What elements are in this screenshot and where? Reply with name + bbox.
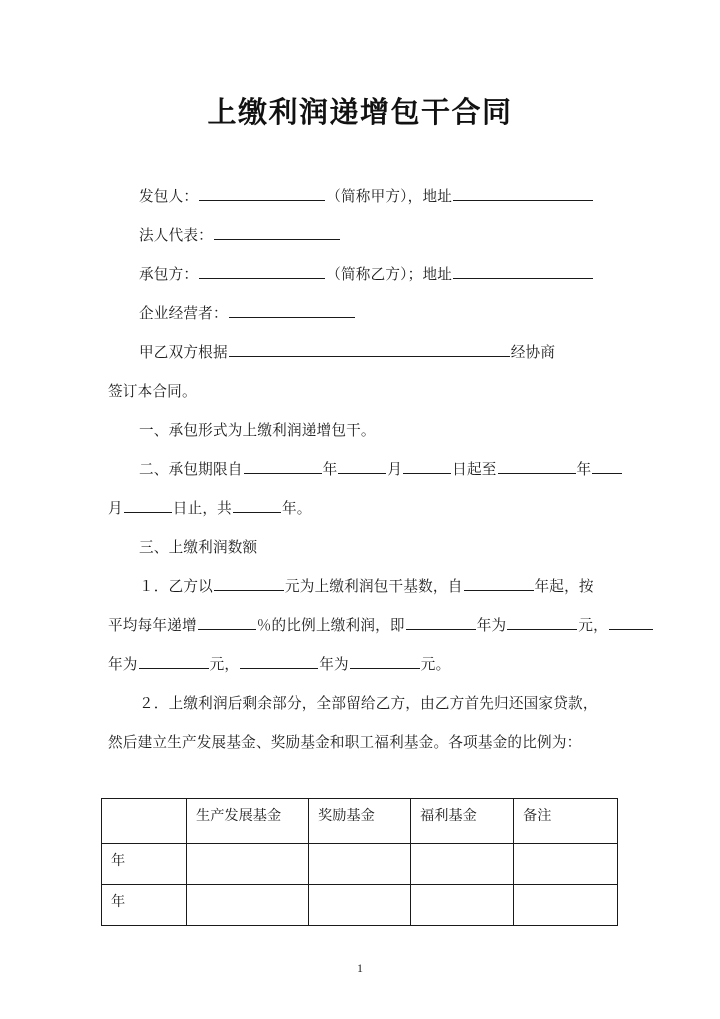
- blank-year-1[interactable]: [406, 616, 476, 630]
- unit-month-end: 月: [108, 501, 123, 517]
- item1-unit-1: 元，: [578, 618, 608, 634]
- party-line-enterprise-operator: [108, 295, 612, 334]
- blank-issuer-address[interactable]: [453, 187, 593, 201]
- party-line-contractor: [108, 256, 612, 295]
- blank-amount-3[interactable]: [350, 655, 420, 669]
- item1-year-2-label: 年为: [108, 657, 138, 673]
- clause-two-line-1: [108, 451, 612, 490]
- blank-amount-2[interactable]: [139, 655, 209, 669]
- table-header-cell-welfare-fund: 福利基金: [411, 799, 514, 844]
- blank-contractor-address[interactable]: [453, 265, 593, 279]
- table-row: [102, 844, 618, 885]
- document-body: [108, 178, 612, 763]
- label-legal-representative: 法人代表：: [139, 228, 213, 244]
- blank-base-amount[interactable]: [214, 577, 284, 591]
- table-cell-production-fund[interactable]: [187, 885, 309, 926]
- blank-growth-percent[interactable]: [198, 616, 256, 630]
- item1-unit-2: 元，: [209, 657, 240, 673]
- blank-enterprise-operator[interactable]: [229, 304, 355, 318]
- item1-year-3-label: 年为: [319, 657, 349, 673]
- item1-growth-lead: 平均每年递增: [108, 618, 197, 634]
- blank-amount-1[interactable]: [507, 616, 577, 630]
- blank-start-year[interactable]: [244, 460, 322, 474]
- blank-end-year-trailing[interactable]: [592, 460, 622, 474]
- table-cell-bonus-fund[interactable]: [309, 844, 411, 885]
- unit-year-start: 年: [322, 462, 338, 478]
- label-end-day: 日止，共: [172, 501, 232, 517]
- page-title: 上缴利润递增包干合同: [207, 95, 513, 129]
- clause-three-item2-line2: [108, 724, 612, 763]
- party-line-contractor-issuer: [108, 178, 612, 217]
- table-cell-remark[interactable]: [514, 885, 618, 926]
- unit-total-years: 年。: [281, 501, 312, 517]
- blank-legal-representative[interactable]: [214, 226, 340, 240]
- unit-year-end: 年: [576, 462, 592, 478]
- item1-year-1-label: 年为: [476, 618, 507, 634]
- clause-three-item2-line1: [108, 685, 612, 724]
- clause-three-title-text: 三、上缴利润数额: [139, 540, 258, 556]
- table-cell-welfare-fund[interactable]: [411, 844, 514, 885]
- clause-two-line-2: [108, 490, 612, 529]
- clause-one: [108, 412, 612, 451]
- label-enterprise-operator: 企业经营者：: [139, 306, 228, 322]
- item1-base-desc: 元为上缴利润包干基数，自: [284, 579, 463, 595]
- label-contractor-alias: （简称乙方）；地址: [326, 267, 453, 283]
- label-issuer: 发包人：: [139, 189, 199, 205]
- preamble-line-1: [108, 334, 612, 373]
- table-cell-year-label: 年: [102, 885, 187, 926]
- clause-three-title: [108, 529, 612, 568]
- table-cell-production-fund[interactable]: [187, 844, 309, 885]
- table-cell-remark[interactable]: [514, 844, 618, 885]
- item1-lead: １．乙方以: [139, 579, 213, 595]
- blank-start-month[interactable]: [338, 460, 386, 474]
- party-line-legal-representative: [108, 217, 612, 256]
- clause-one-text: 一、承包形式为上缴利润递增包干。: [139, 423, 376, 439]
- blank-contractor-name[interactable]: [199, 265, 325, 279]
- page-number: 1: [357, 961, 363, 975]
- preamble-conclusion: 签订本合同。: [108, 384, 197, 400]
- clause-three-item1-line3: [108, 646, 612, 685]
- table-row: [102, 885, 618, 926]
- blank-preamble-basis[interactable]: [229, 343, 510, 357]
- clause-three-item1-line1: [108, 568, 612, 607]
- table-cell-bonus-fund[interactable]: [309, 885, 411, 926]
- item2-text-line2: 然后建立生产发展基金、奖励基金和职工福利基金。各项基金的比例为：: [108, 735, 582, 751]
- unit-month-start: 月: [387, 462, 403, 478]
- blank-total-years[interactable]: [233, 499, 281, 513]
- table-cell-year-label: 年: [102, 844, 187, 885]
- item2-text-line1: ２．上缴利润后剩余部分，全部留给乙方，由乙方首先归还国家贷款，: [139, 696, 598, 712]
- blank-base-year[interactable]: [464, 577, 534, 591]
- item1-growth-desc: ％的比例上缴利润，即: [256, 618, 405, 634]
- table-header-cell-remark: 备注: [514, 799, 618, 844]
- clause-two-lead: 二、承包期限自: [139, 462, 243, 478]
- label-contractor: 承包方：: [139, 267, 199, 283]
- item1-unit-3: 元。: [420, 657, 451, 673]
- blank-end-month[interactable]: [124, 499, 172, 513]
- label-until: 日起至: [452, 462, 497, 478]
- preamble-line-2: [108, 373, 612, 412]
- blank-year-3[interactable]: [240, 655, 318, 669]
- label-issuer-alias: （简称甲方），地址: [326, 189, 453, 205]
- table-header-cell-bonus-fund: 奖励基金: [309, 799, 411, 844]
- preamble-lead: 甲乙双方根据: [139, 345, 228, 361]
- table-header-cell-production-fund: 生产发展基金: [187, 799, 309, 844]
- table-header-row: [102, 799, 618, 844]
- clause-three-item1-line2: [108, 607, 612, 646]
- table-cell-welfare-fund[interactable]: [411, 885, 514, 926]
- table-header-cell-blank: [102, 799, 187, 844]
- preamble-tail: 经协商: [510, 345, 556, 361]
- blank-end-year[interactable]: [498, 460, 576, 474]
- item1-year-from: 年起，按: [534, 579, 594, 595]
- fund-ratio-table: [101, 798, 618, 926]
- blank-issuer-name[interactable]: [199, 187, 325, 201]
- blank-year-2[interactable]: [609, 616, 653, 630]
- blank-start-day[interactable]: [403, 460, 451, 474]
